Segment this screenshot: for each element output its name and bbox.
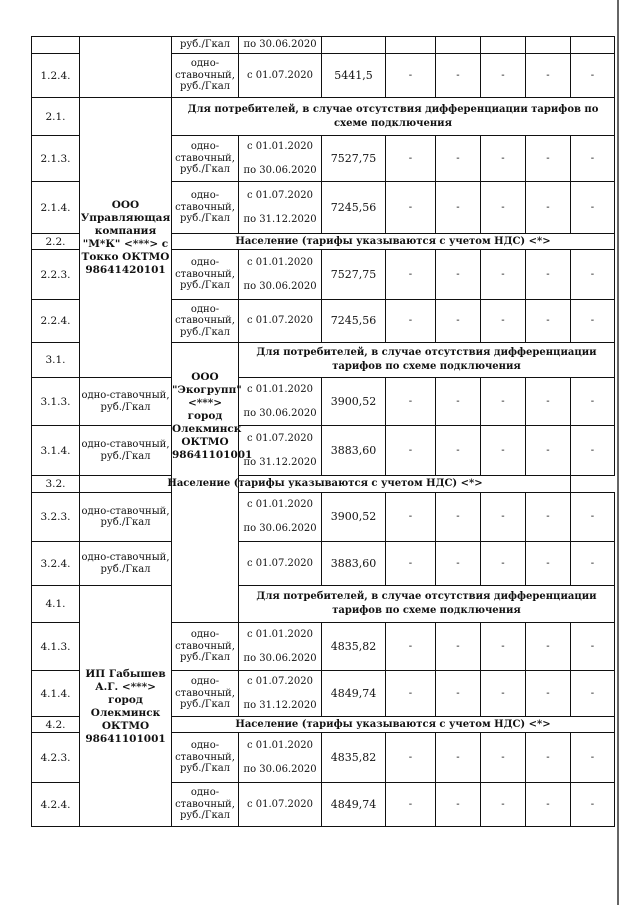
dash-cell: - [571,136,615,182]
dash-cell: - [481,136,526,182]
date-to: по 30.06.2020 [243,164,317,176]
dash-cell: - [436,542,481,586]
dash-cell: - [526,426,571,476]
date-from: с 01.01.2020 [246,499,314,510]
date-from: с 01.01.2020 [246,256,314,268]
empty-cell [436,37,481,54]
tariff-value: 3900,52 [322,378,386,426]
row-number: 2.1.4. [32,182,80,234]
tariff-type-unit: руб./Гкал [179,763,231,775]
row-number: 2.1. [32,98,80,136]
dash-cell: - [481,300,526,343]
tariff-type-top: одно-ставочный, [175,257,235,280]
dash-cell: - [526,182,571,234]
date-from: с 01.07.2020 [246,189,314,201]
dash-cell: - [526,493,571,542]
section-header: Для потребителей, в случае отсутствия дифференциации тарифов по схеме подключения [239,586,615,623]
row-number: 2.2.4. [32,300,80,343]
row-number: 4.1. [32,586,80,623]
tariff-type-unit: руб./Гкал [179,699,231,711]
tariff-type-top: одно-ставочный, [81,439,170,450]
tariff-value: 4835,82 [322,623,386,671]
dash-cell: - [526,783,571,827]
dash-cell: - [481,623,526,671]
date-from: с 01.01.2020 [246,383,314,395]
dash-cell: - [526,733,571,783]
tariff-table [31,36,615,827]
tariff-type-top: одно-ставочный, [81,390,170,401]
tariff-type-unit: руб./Гкал [100,517,151,528]
tariff-type: одно-ставочный, руб./Гкал [172,783,239,827]
org-name: ООО Управляющая компания "М*К" <***> с Токко ОКТМО 98641420101 [80,98,172,378]
section-header: Население (тарифы указываются с учетом НДС) <*> [172,234,615,250]
date-from: с 01.01.2020 [246,739,314,751]
date-range [239,250,322,300]
date-range [239,623,322,671]
row-number: 4.2.3. [32,733,80,783]
dash-cell: - [386,542,436,586]
tariff-value: 3883,60 [322,542,386,586]
row-number: 4.1.3. [32,623,80,671]
tariff-type [80,426,172,476]
row-number: 3.2.3. [32,493,80,542]
dash-cell: - [436,300,481,343]
table-row [32,493,615,542]
org-cell [80,37,172,98]
table-row [32,378,615,426]
date-range [239,671,322,717]
dash-cell: - [386,783,436,827]
dash-cell: - [481,426,526,476]
dash-cell: - [386,493,436,542]
row-number: 3.2.4. [32,542,80,586]
row-number: 3.2. [32,476,80,493]
tariff-value: 7527,75 [322,250,386,300]
empty-cell [481,37,526,54]
row-number: 4.2. [32,717,80,733]
dash-cell: - [481,671,526,717]
tariff-type-top: одно-ставочный, [175,676,235,699]
date-from: с 01.07.2020 [239,54,322,98]
tariff-type: одно-ставочный, руб./Гкал [172,54,239,98]
dash-cell: - [571,300,615,343]
scan-edge-line [617,0,619,905]
tariff-type-unit: руб./Гкал [100,401,151,413]
dash-cell: - [571,182,615,234]
tariff-type [172,182,239,234]
date-from: с 01.07.2020 [239,783,322,827]
org-name: ООО "Экогрупп" <***> город Олекминск ОКТМО 98641101001 [172,343,239,623]
dash-cell: - [436,378,481,426]
date-from: с 01.07.2020 [246,675,314,687]
dash-cell: - [386,623,436,671]
dash-cell: - [526,542,571,586]
dash-cell: - [436,623,481,671]
dash-cell: - [481,250,526,300]
dash-cell: - [526,378,571,426]
tariff-type [80,493,172,542]
dash-cell: - [481,493,526,542]
empty-cell [386,37,436,54]
dash-cell: - [386,54,436,98]
table-row [32,586,615,623]
dash-cell: - [571,783,615,827]
date-range [239,493,322,542]
row-number: 3.1.3. [32,378,80,426]
dash-cell: - [571,493,615,542]
tariff-value: 7245,56 [322,182,386,234]
date-from: с 01.07.2020 [239,542,322,586]
tariff-type-top: одно-ставочный, [175,190,235,213]
tariff-value: 5441,5 [322,54,386,98]
tariff-value: 3900,52 [322,493,386,542]
dash-cell: - [526,671,571,717]
dash-cell: - [526,623,571,671]
row-number: 3.1.4. [32,426,80,476]
row-number: 4.1.4. [32,671,80,717]
date-to: по 30.06.2020 [243,280,317,292]
row-number: 3.1. [32,343,80,378]
table-row [32,426,615,476]
dash-cell: - [436,493,481,542]
dash-cell: - [481,182,526,234]
tariff-type [172,136,239,182]
dash-cell: - [571,426,615,476]
dash-cell: - [571,378,615,426]
dash-cell: - [436,136,481,182]
empty-cell [526,37,571,54]
date-range [239,136,322,182]
dash-cell: - [571,623,615,671]
dash-cell: - [571,54,615,98]
table-row [32,98,615,136]
date-to: по 30.06.2020 [243,523,317,534]
tariff-type-unit: руб./Гкал [100,450,151,462]
row-number: 2.2. [32,234,80,250]
dash-cell: - [386,136,436,182]
date-from: с 01.07.2020 [239,300,322,343]
empty-cell [571,37,615,54]
tariff-type [172,733,239,783]
dash-cell: - [436,426,481,476]
dash-cell: - [386,733,436,783]
dash-cell: - [526,136,571,182]
dash-cell: - [386,250,436,300]
row-number-cell [32,37,80,54]
tariff-value: 3883,60 [322,426,386,476]
tariff-value: 4835,82 [322,733,386,783]
dash-cell: - [436,54,481,98]
date-to: по 31.12.2020 [243,699,317,711]
tariff-type-unit: руб./Гкал [179,164,231,176]
tariff-type-unit: руб./Гкал [179,280,231,292]
tariff-type [172,671,239,717]
dash-cell: - [481,542,526,586]
tariff-value: 7245,56 [322,300,386,343]
section-header: Население (тарифы указываются с учетом НДС) <*> [172,717,615,733]
date-to: по 30.06.2020 [243,407,317,419]
tariff-value: 4849,74 [322,783,386,827]
table-row [32,542,615,586]
dash-cell: - [481,378,526,426]
date-range [239,733,322,783]
section-header: Население (тарифы указываются с учетом НДС) <*> [80,476,571,493]
table-row [32,476,615,493]
dash-cell: - [571,733,615,783]
row-number: 2.2.3. [32,250,80,300]
dash-cell: - [386,378,436,426]
table-row [32,37,615,54]
row-number: 1.2.4. [32,54,80,98]
dash-cell: - [386,300,436,343]
tariff-value: 7527,75 [322,136,386,182]
dash-cell: - [386,426,436,476]
tariff-type [80,378,172,426]
tariff-type [172,623,239,671]
tariff-type: одно-ставочный, руб./Гкал [80,542,172,586]
dash-cell: - [526,300,571,343]
dash-cell: - [526,250,571,300]
tariff-type-top: одно-ставочный, [175,740,235,763]
date-from: с 01.07.2020 [246,432,314,444]
row-number: 4.2.4. [32,783,80,827]
dash-cell: - [436,733,481,783]
row-number: 2.1.3. [32,136,80,182]
dash-cell: - [481,783,526,827]
tariff-type [172,250,239,300]
section-header: Для потребителей, в случае отсутствия дифференциации тарифов по схеме подключения [239,343,615,378]
tariff-type-top: одно-ставочный, [175,141,235,164]
tariff-type-top: одно-ставочный, [175,629,235,652]
tariff-type-top: одно-ставочный, [81,505,170,517]
date-to: по 30.06.2020 [243,652,317,664]
dash-cell: - [526,54,571,98]
tariff-type-unit: руб./Гкал [179,213,231,225]
date-to: по 31.12.2020 [243,456,317,468]
date-to: по 31.12.2020 [243,213,317,225]
date-from: с 01.01.2020 [246,140,314,152]
org-name: ИП Габышев А.Г. <***> город Олекминск ОКТМО 98641101001 [80,586,172,827]
dash-cell: - [386,182,436,234]
date-range [239,378,322,426]
dash-cell: - [571,542,615,586]
price-cell [322,37,386,54]
dash-cell: - [436,783,481,827]
date-range [239,182,322,234]
dash-cell: - [481,54,526,98]
section-header: Для потребителей, в случае отсутствия дифференциации тарифов по схеме подключения [172,98,615,136]
tariff-type-cell: руб./Гкал [172,37,239,54]
tariff-type-unit: руб./Гкал [179,652,231,664]
tariff-value: 4849,74 [322,671,386,717]
date-to: по 30.06.2020 [243,763,317,775]
date-from: с 01.01.2020 [246,628,314,640]
dash-cell: - [571,671,615,717]
dash-cell: - [571,250,615,300]
date-to-cell: по 30.06.2020 [239,37,322,54]
dash-cell: - [436,250,481,300]
dash-cell: - [386,671,436,717]
tariff-type: одно-ставочный, руб./Гкал [172,300,239,343]
dash-cell: - [436,182,481,234]
dash-cell: - [481,733,526,783]
dash-cell: - [436,671,481,717]
